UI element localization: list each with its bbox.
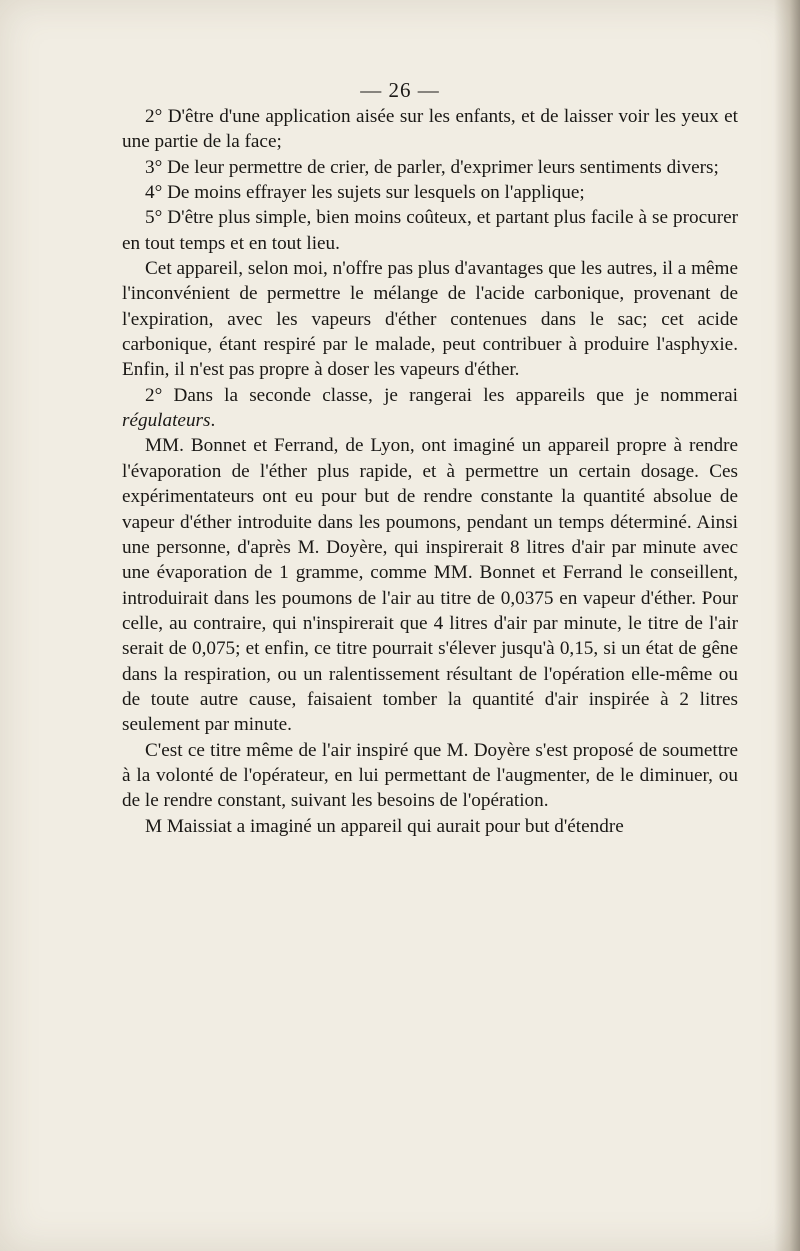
seconde-classe-text: 2° Dans la seconde classe, je rangerai les appareils que je nommerai xyxy=(145,384,738,406)
paragraph-list-item-4: 4° De moins effrayer les sujets sur lesquels on l'applique; xyxy=(145,182,585,204)
term-regulateurs: régulateurs xyxy=(122,410,211,432)
paragraph-list-item-2: 2° D'être d'une application aisée sur les enfants, et de laisser voir les yeux et une partie de la face; xyxy=(122,106,738,153)
paragraph-list-item-3: 3° De leur permettre de crier, de parler, d'exprimer leurs sentiments divers; xyxy=(145,156,719,178)
paragraph-bonnet-ferrand: MM. Bonnet et Ferrand, de Lyon, ont imaginé un appareil propre à rendre l'évaporation de l'éther plus rapide, et à permettre un certain dosage. Ces expérimentateurs ont eu pour but de rendre constante la quantité absolue de vapeur d'éther introduite dans les poumons, pendant un temps déterminé. Ainsi une personne, d'après M. Doyère, qui inspirerait 8 litres d'air par minute avec une évaporation de 1 gramme, comme MM. Bonnet et Ferrand le conseillent, introduirait dans les poumons de l'air au titre de 0,0375 en vapeur d'éther. Pour celle, au contraire, qui n'inspirerait que 4 litres d'air par minute, le titre de l'air serait de 0,075; et enfin, ce titre pourrait s'élever jusqu'à 0,15, si un état de gêne dans la respiration, ou un ralentissement résultant de l'opération elle-même ou de toute autre cause, faisaient tomber la quantité d'air inspirée à 2 litres seulement par minute. xyxy=(122,435,738,736)
seconde-classe-end: . xyxy=(210,410,216,432)
paragraph-seconde-classe xyxy=(122,383,738,434)
body-text xyxy=(122,104,738,839)
page-edge-shadow xyxy=(774,0,800,1251)
paragraph-appareil-critique: Cet appareil, selon moi, n'offre pas plus d'avantages que les autres, il a même l'inconvénient de permettre le mélange de l'acide carbonique, provenant de l'expiration, avec les vapeurs d'éther contenues dans le sac; cet acide carbonique, étant respiré par le malade, peut contribuer à produire l'asphyxie. Enfin, il n'est pas propre à doser les vapeurs d'éther. xyxy=(122,258,738,381)
page-number: — 26 — xyxy=(360,78,440,102)
paragraph-doyere: C'est ce titre même de l'air inspiré que M. Doyère s'est proposé de soumettre à la volonté de l'opérateur, en lui permettant de l'augmenter, de le diminuer, ou de le rendre constant, suivant les besoins de l'opération. xyxy=(122,739,738,812)
paragraph-maissiat: M Maissiat a imaginé un appareil qui aurait pour but d'étendre xyxy=(145,815,624,837)
paragraph-list-item-5: 5° D'être plus simple, bien moins coûteux, et partant plus facile à se procurer en tout temps et en tout lieu. xyxy=(122,207,738,254)
